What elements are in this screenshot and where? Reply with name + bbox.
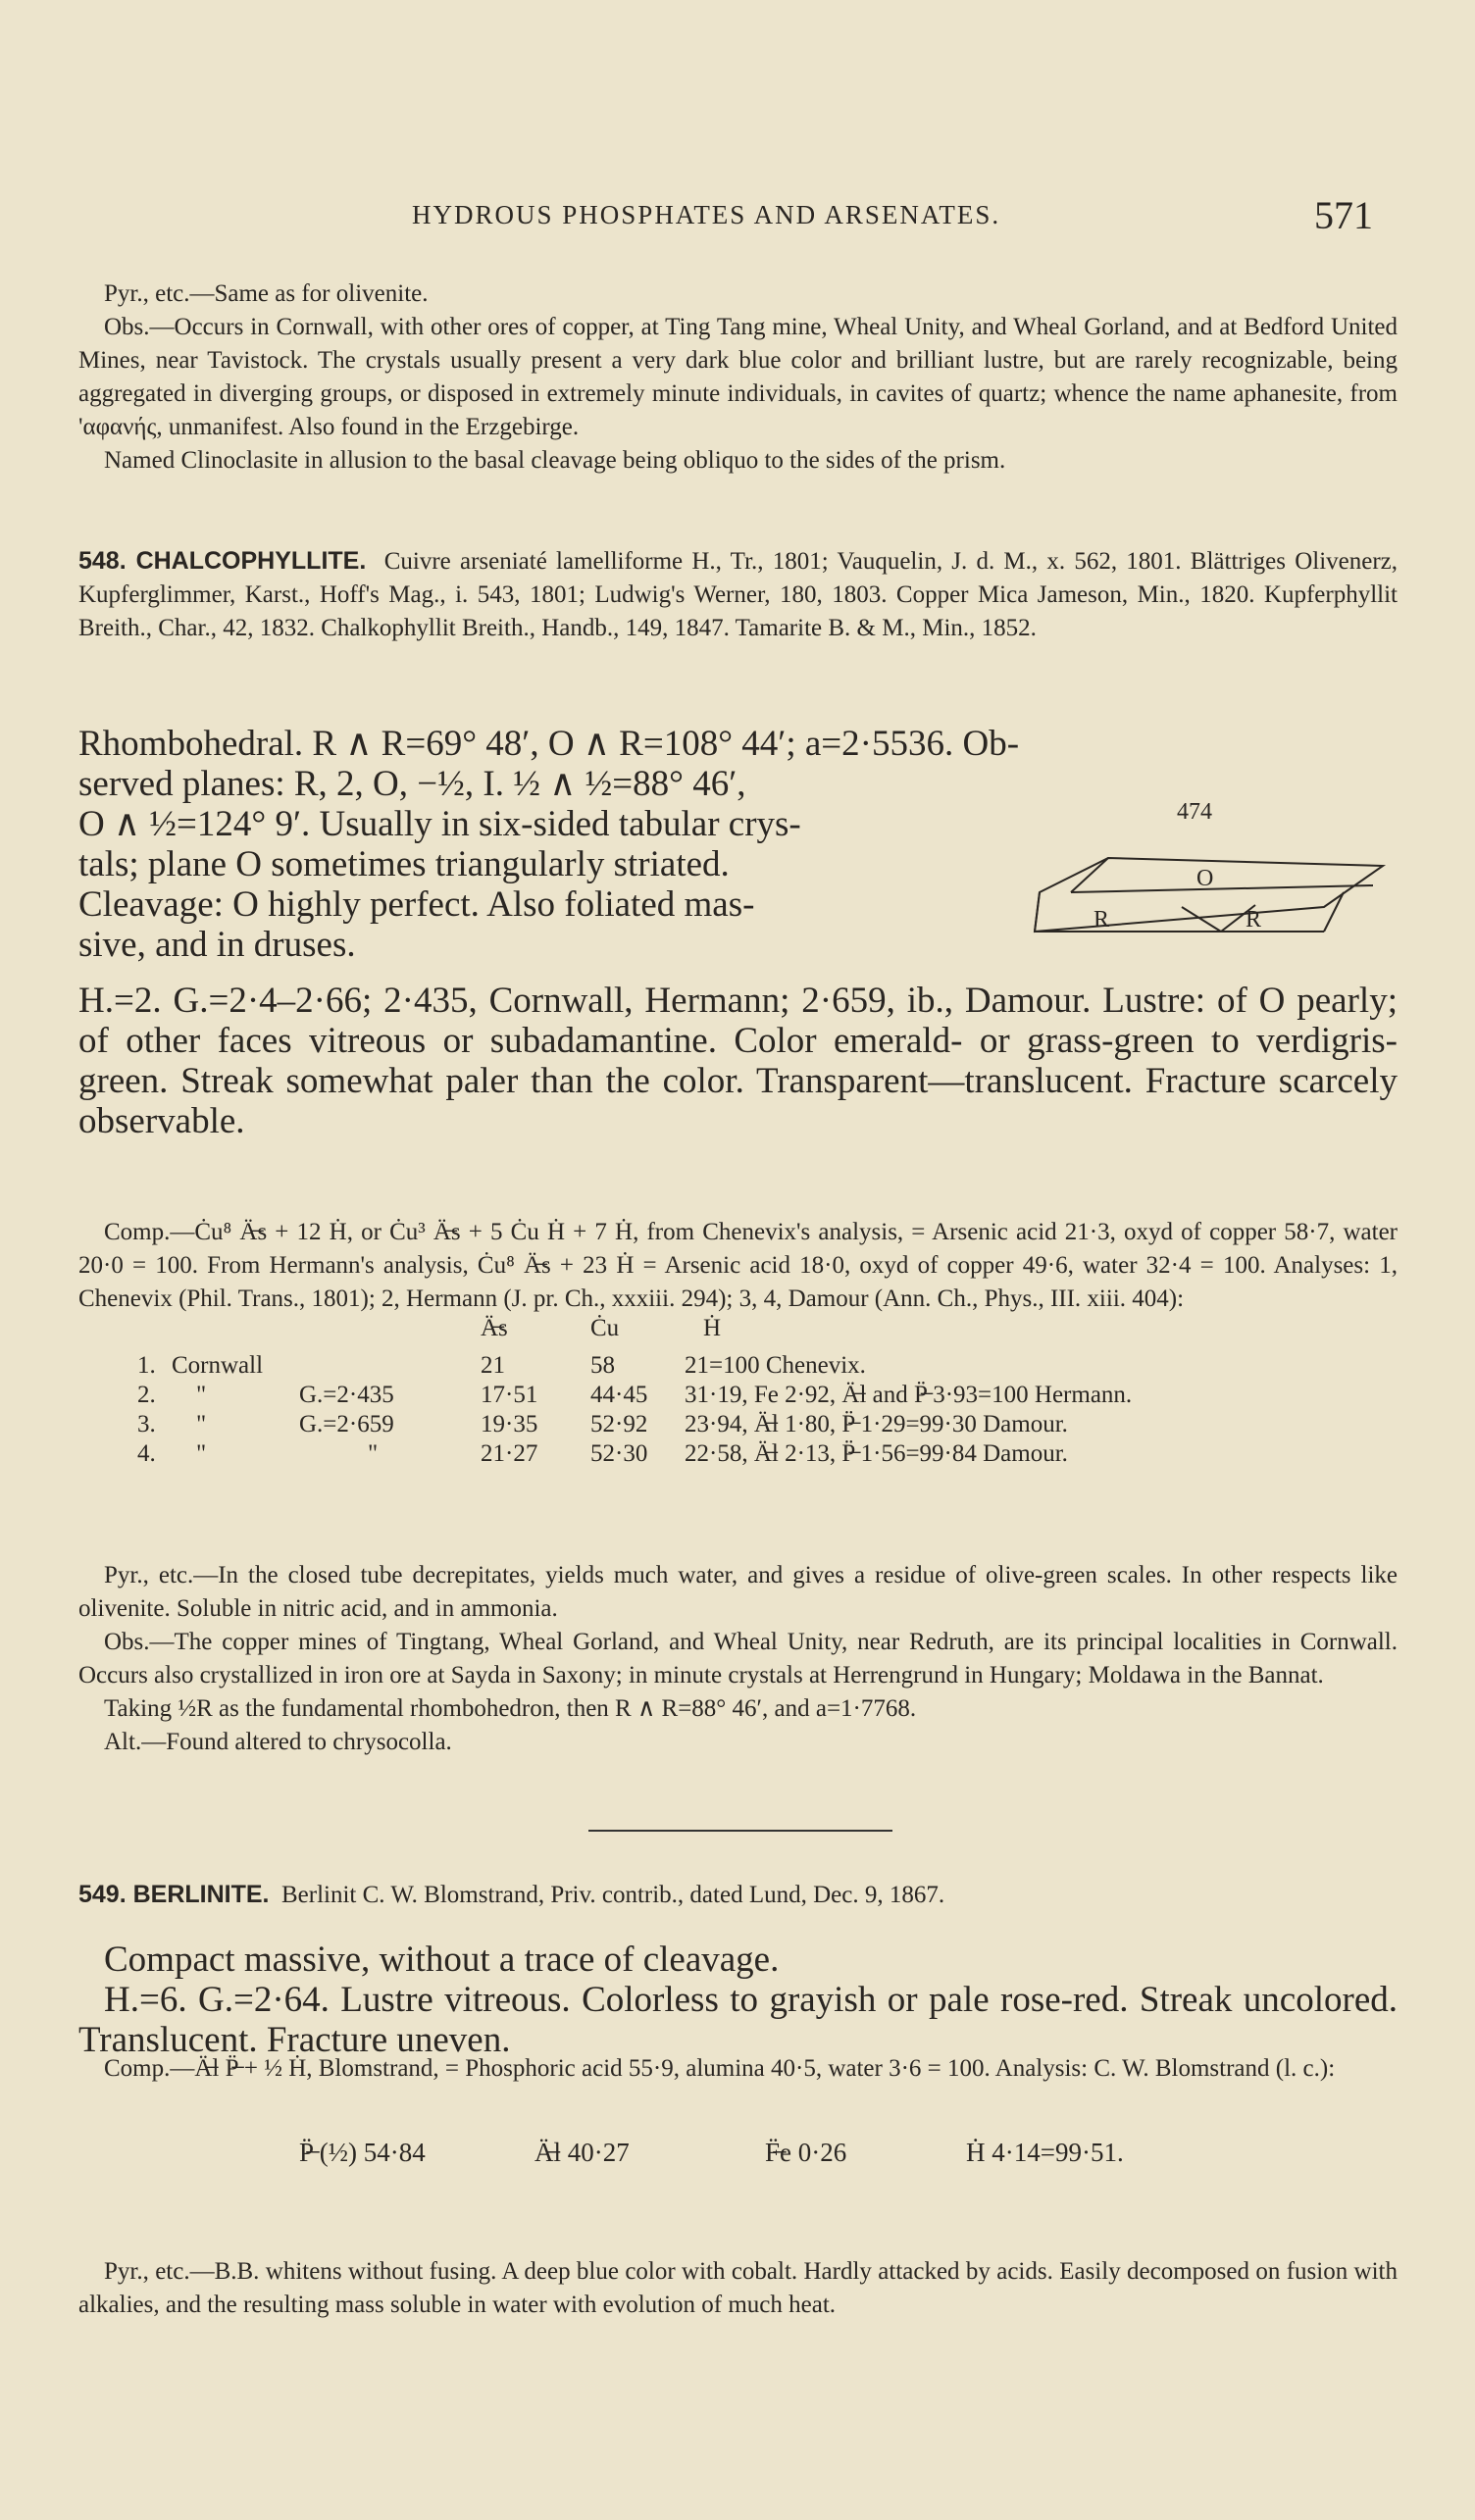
berlinite-pyr: Pyr., etc.—B.B. whitens without fusing. A deep blue color with cobalt. Hardly attacked by acids. Easily decomposed on fusion with alkalies, and the resulting mass soluble in water with evolution of much heat. xyxy=(78,2258,1398,2318)
chalcophyllite-properties xyxy=(78,981,1398,1141)
alt-text: Alt.—Found altered to chrysocolla. xyxy=(104,1729,452,1755)
table-row xyxy=(118,1351,1393,1381)
desc-line: Cleavage: O highly perfect. Also foliated mas- xyxy=(78,884,755,925)
berlinite-heading: 549. BERLINITE. xyxy=(78,1881,270,1908)
table-row xyxy=(118,1381,1393,1410)
row-number: 4. xyxy=(137,1440,156,1467)
row-as: 19·35 xyxy=(481,1411,538,1437)
section-divider xyxy=(588,1830,892,1832)
row-gravity: G.=2·659 xyxy=(299,1411,394,1437)
column-header: Ċu xyxy=(590,1315,620,1341)
berlinite-synonymy-block xyxy=(78,1878,1398,1912)
desc-line: sive, and in druses. xyxy=(78,925,356,965)
clino-obs: Obs.—Occurs in Cornwall, with other ores of copper, at Ting Tang mine, Wheal Unity, and Wheal Gorland, and at Bedford United Mines, near Tavistock. The crystals usually present a very dark blue color and brilliant lustre, but are rarely recognizable, being aggregated in diverging groups, or disposed in extremely minute individuals, in cavites of quartz; whence the name aphanesite, from 'αφανής, unmanifest. Also found in the Erzgebirge. xyxy=(78,314,1398,440)
analysis-value: Ḣ 4·14=99·51. xyxy=(966,2138,1124,2167)
row-rest: 23·94, Ä̶l 1·80, P̶̈ 1·29=99·30 Damour. xyxy=(685,1411,1068,1437)
clino-pyr: Pyr., etc.—Same as for olivenite. xyxy=(104,280,429,307)
chalcophyllite-notes xyxy=(78,1559,1398,1759)
row-as: 21·27 xyxy=(481,1440,538,1467)
column-header: Ḣ xyxy=(703,1315,722,1341)
row-number: 1. xyxy=(137,1352,156,1379)
row-number: 2. xyxy=(137,1382,156,1408)
berlinite-desc-1: Compact massive, without a trace of cleavage. xyxy=(104,1940,780,1980)
row-cu: 52·92 xyxy=(590,1411,648,1437)
row-rest: 22·58, Ä̶l 2·13, P̶̈ 1·56=99·84 Damour. xyxy=(685,1440,1068,1467)
face-label-o: O xyxy=(1196,866,1214,891)
row-cu: 44·45 xyxy=(590,1382,648,1408)
clino-named: Named Clinoclasite in allusion to the basal cleavage being obliquo to the sides of the prism. xyxy=(104,447,1006,474)
berlinite-composition xyxy=(78,2052,1398,2086)
chalcophyllite-synonymy: Cuivre arseniaté lamelliforme H., Tr., 1801; Vauquelin, J. d. M., x. 562, 1801. Blättriges Olivenerz, Kupferglimmer, Karst., Hoff's Mag., i. 543, 1801; Ludwig's Werner, 180, 1803. Copper Mica Jameson, Min., 1820. Kupferphyllit Breith., Char., 42, 1832. Chalkophyllit Breith., Handb., 149, 1847. Tamarite B. & M., Min., 1852. xyxy=(78,548,1399,641)
berlinite-synonymy: Berlinit C. W. Blomstrand, Priv. contrib., dated Lund, Dec. 9, 1867. xyxy=(281,1882,945,1908)
analysis-table xyxy=(118,1314,1393,1469)
row-rest: 31·19, Fe 2·92, Ä̶l and P̶̈ 3·93=100 Hermann. xyxy=(685,1382,1133,1408)
analysis-value: F̶̈e 0·26 xyxy=(765,2138,847,2167)
chalcophyllite-composition xyxy=(78,1216,1398,1316)
taking-text: Taking ½R as the fundamental rhombohedron, then R ∧ R=88° 46′, and a=1·7768. xyxy=(104,1695,917,1722)
rhombohedral-crystal-drawing xyxy=(1010,799,1412,976)
page-number: 571 xyxy=(1314,193,1373,237)
face-label-r-left: R xyxy=(1094,907,1110,932)
desc-line: O ∧ ½=124° 9′. Usually in six-sided tabular crys- xyxy=(78,804,801,844)
row-locality: " xyxy=(196,1411,207,1437)
figure-number: 474 xyxy=(1177,799,1212,825)
berlinite-desc-2: H.=6. G.=2·64. Lustre vitreous. Colorless to grayish or pale rose-red. Streak uncolored. Translucent. Fracture uneven. xyxy=(78,1980,1398,2060)
table-row xyxy=(118,1410,1393,1439)
chalcophyllite-synonymy-block xyxy=(78,544,1398,645)
crystal-figure-474 xyxy=(1010,799,1412,976)
composition-text: Comp.—Ċu⁸ Ä̶s + 12 Ḣ, or Ċu³ Ä̶s + 5 Ċu Ḣ + 7 Ḣ, from Chenevix's analysis, = Arsenic acid 21·3, oxyd of copper 58·7, water 20·0 = 100. From Hermann's analysis, Ċu⁸ Ä̶s + 23 Ḣ = Arsenic acid 18·0, oxyd of copper 49·6, water 32·4 = 100. Analyses: 1, Chenevix (Phil. Trans., 1801); 2, Hermann (J. pr. Ch., xxxiii. 294); 3, 4, Damour (Ann. Ch., Phys., III. xiii. 404): xyxy=(78,1219,1398,1312)
face-label-r-right: R xyxy=(1246,907,1262,932)
berlinite-comp-text: Comp.—Ä̶l P̶̈ + ½ Ḣ, Blomstrand, = Phosphoric acid 55·9, alumina 40·5, water 3·6 = 100. Analysis: C. W. Blomstrand (l. c.): xyxy=(104,2055,1336,2082)
analysis-value: P̶̈ (½) 54·84 xyxy=(299,2138,426,2167)
clinoclasite-notes xyxy=(78,277,1398,478)
desc-line: Rhombohedral. R ∧ R=69° 48′, O ∧ R=108° 44′; a=2·5536. Ob- xyxy=(78,724,1020,764)
row-as: 21 xyxy=(481,1352,505,1379)
table-row xyxy=(118,1439,1393,1469)
table-header-row xyxy=(118,1314,1393,1343)
pyr-text: Pyr., etc.—In the closed tube decrepitates, yields much water, and gives a residue of olive-green scales. In other respects like olivenite. Soluble in nitric acid, and in ammonia. xyxy=(78,1562,1398,1622)
running-header xyxy=(0,192,1475,241)
row-locality: " xyxy=(196,1382,207,1408)
row-locality: " xyxy=(196,1440,207,1467)
row-locality: Cornwall xyxy=(172,1352,264,1379)
row-gravity: " xyxy=(368,1440,379,1467)
berlinite-description xyxy=(78,1940,1398,2060)
chalcophyllite-heading: 548. CHALCOPHYLLITE. xyxy=(78,547,367,575)
row-rest: 21=100 Chenevix. xyxy=(685,1352,866,1379)
running-title: HYDROUS PHOSPHATES AND ARSENATES. xyxy=(412,200,1001,229)
row-cu: 58 xyxy=(590,1352,615,1379)
berlinite-pyr-block xyxy=(78,2255,1398,2322)
column-header: Ä̶s xyxy=(481,1315,508,1341)
row-gravity: G.=2·435 xyxy=(299,1382,394,1408)
row-cu: 52·30 xyxy=(590,1440,648,1467)
row-number: 3. xyxy=(137,1411,156,1437)
desc-line: tals; plane O sometimes triangularly striated. xyxy=(78,844,730,884)
physical-properties: H.=2. G.=2·4–2·66; 2·435, Cornwall, Hermann; 2·659, ib., Damour. Lustre: of O pearly; of other faces vitreous or subadamantine. Color emerald- or grass-green to verdigris-green. Streak somewhat paler than the color. Transparent—translucent. Fracture scarcely observable. xyxy=(78,981,1398,1141)
row-as: 17·51 xyxy=(481,1382,538,1408)
obs-text: Obs.—The copper mines of Tingtang, Wheal Gorland, and Wheal Unity, near Redruth, are its principal localities in Cornwall. Occurs also crystallized in iron ore at Sayda in Saxony; in minute crystals at Herrengrund in Hungary; Moldawa in the Bannat. xyxy=(78,1629,1398,1688)
chalcophyllite-description xyxy=(78,724,1020,965)
analysis-value: Ä̶l 40·27 xyxy=(534,2138,630,2167)
desc-line: served planes: R, 2, O, −½, I. ½ ∧ ½=88° 46′, xyxy=(78,764,746,804)
